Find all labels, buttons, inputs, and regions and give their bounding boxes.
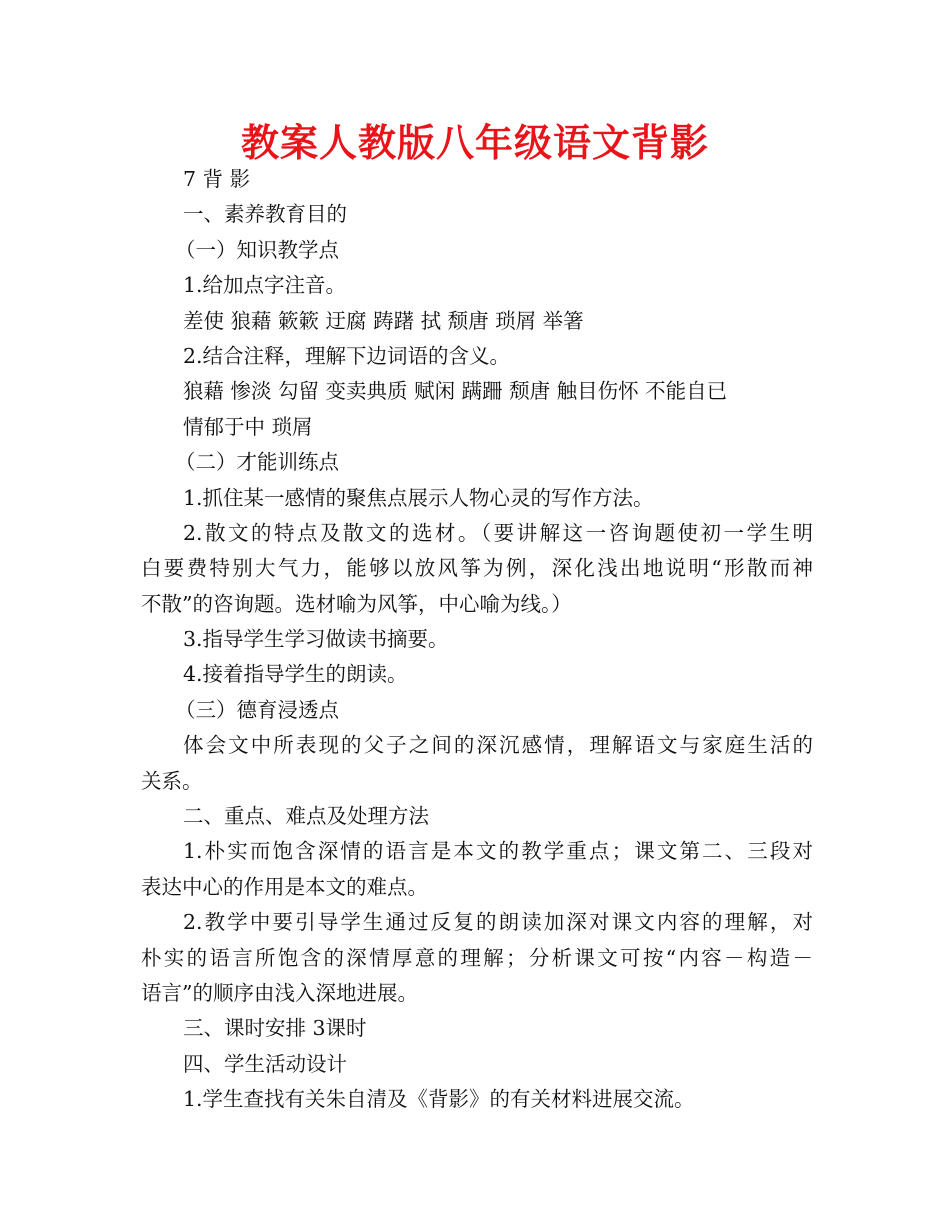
vocabulary-line: 狼藉 惨淡 勾留 变卖典质 赋闲 蹒跚 颓唐 触目伤怀 不能自已 bbox=[183, 379, 728, 404]
paragraph-line: 2.散文的特点及散文的选材。（要讲解这一咨询题使初一学生明 bbox=[183, 520, 813, 545]
paragraph-line: 不散”的咨询题。选材喻为风筝，中心喻为线。） bbox=[141, 591, 572, 616]
vocabulary-line: 差使 狼藉 簌簌 迂腐 踌躇 拭 颓唐 琐屑 举箸 bbox=[183, 308, 584, 333]
subsection-heading: （二）才能训练点 bbox=[175, 450, 339, 475]
paragraph-line: 2.教学中要引导学生通过反复的朗读加深对课文内容的理解，对 bbox=[183, 910, 813, 935]
vocabulary-line: 情郁于中 琐屑 bbox=[183, 414, 313, 439]
paragraph-line: 语言”的顺序由浅入深地进展。 bbox=[141, 980, 418, 1005]
paragraph-line: 1.学生查找有关朱自清及《背影》的有关材料进展交流。 bbox=[183, 1087, 695, 1112]
subsection-heading: （一）知识教学点 bbox=[175, 237, 339, 262]
subsection-heading: （三）德育浸透点 bbox=[175, 697, 339, 722]
paragraph-line: 关系。 bbox=[141, 768, 203, 793]
section-heading: 三、课时安排 3课时 bbox=[183, 1016, 367, 1041]
paragraph-line: 1.给加点字注音。 bbox=[183, 273, 347, 298]
paragraph-line: 1.朴实而饱含深情的语言是本文的教学重点；课文第二、三段对 bbox=[183, 839, 813, 864]
section-heading: 一、素养教育目的 bbox=[183, 202, 347, 227]
paragraph-line: 朴实的语言所饱含的深情厚意的理解；分析课文可按“内容－构造－ bbox=[141, 945, 813, 970]
paragraph-line: 4.接着指导学生的朗读。 bbox=[183, 662, 408, 687]
section-heading: 四、学生活动设计 bbox=[183, 1051, 347, 1076]
paragraph-line: 1.抓住某一感情的聚焦点展示人物心灵的写作方法。 bbox=[183, 485, 654, 510]
paragraph-line: 白要费特别大气力，能够以放风筝为例，深化浅出地说明“形散而神 bbox=[141, 556, 813, 581]
document-title: 教案人教版八年级语文背影 bbox=[240, 121, 709, 165]
paragraph-line: 2.结合注释，理解下边词语的含义。 bbox=[183, 343, 511, 368]
section-heading: 二、重点、难点及处理方法 bbox=[183, 804, 429, 829]
paragraph-line: 3.指导学生学习做读书摘要。 bbox=[183, 627, 449, 652]
lesson-heading: 7 背 影 bbox=[183, 167, 251, 191]
paragraph-line: 体会文中所表现的父子之间的深沉感情，理解语文与家庭生活的 bbox=[183, 733, 813, 758]
paragraph-line: 表达中心的作用是本文的难点。 bbox=[141, 874, 428, 899]
document-body bbox=[141, 162, 813, 1118]
